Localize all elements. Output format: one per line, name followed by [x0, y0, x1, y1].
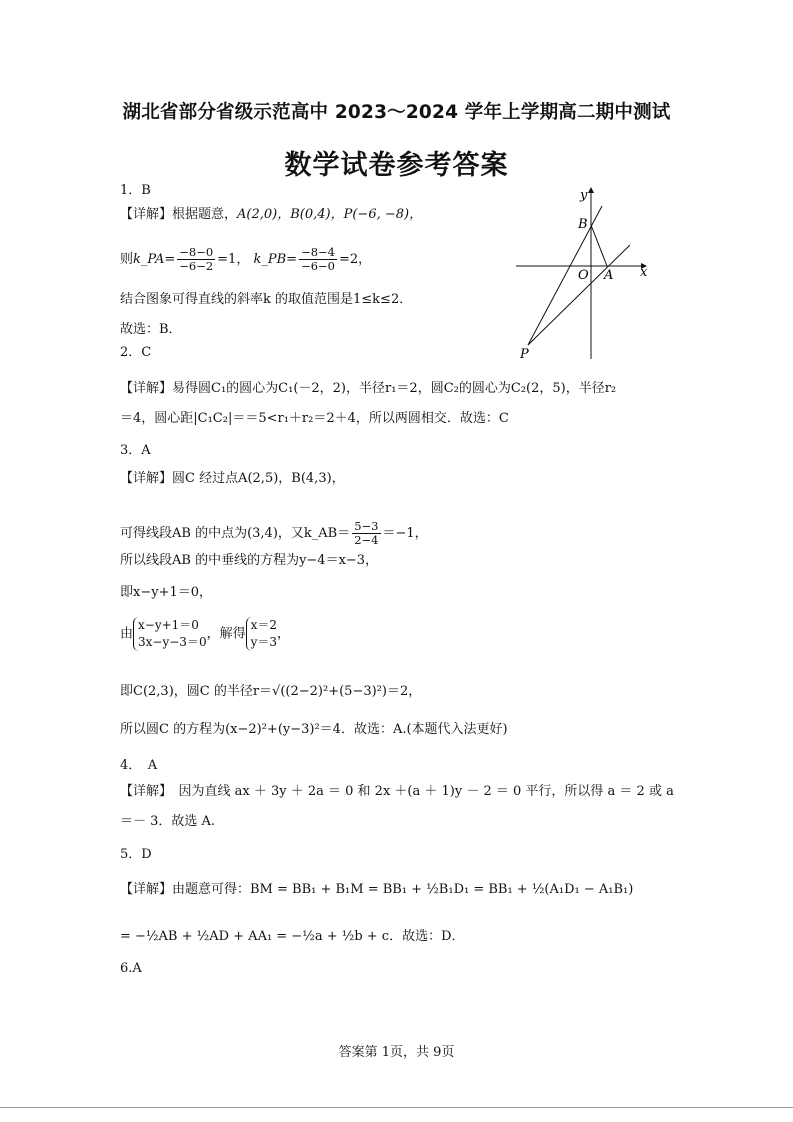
bottom-divider: [0, 1107, 793, 1108]
page-footer: 答案第 1页，共 9页: [338, 1045, 455, 1060]
q1-line3: 结合图象可得直线的斜率k 的取值范围是1≤k≤2．: [120, 292, 413, 307]
q1-line2: 则k_PA= $\frac{-8-0}{-6-2}$ =1， k_PB= $\frac{-8-4}{-6-0}$ =2，: [120, 245, 372, 273]
origin-label: O: [578, 268, 589, 283]
q5-line2: = −½AB + ½AD + AA₁ = −½a + ½b + c．故选：D．: [120, 929, 465, 944]
q3-line5: 由 x−y+1＝0 3x−y−3＝0 ，解得 x＝2 y＝3 ，: [120, 618, 291, 649]
q2-line1: 【详解】易得圆C₁的圆心为C₁(－2，2)，半径r₁＝2，圆C₂的圆心为C₂(2，5)，半径r₂: [120, 381, 617, 396]
point-a-label: A: [604, 268, 614, 283]
q5-answer: 5．D: [120, 847, 152, 862]
q2-answer: 2．C: [120, 345, 152, 360]
page-title: 湖北省部分省级示范高中 2023～2024 学年上学期高二期中测试: [122, 102, 671, 123]
q3-line6: 即C(2,3)，圆C 的半径r＝√((2−2)²+(5−3)²)＝2，: [120, 684, 422, 699]
x-axis-label: x: [640, 265, 648, 280]
q3-line1: 【详解】圆C 经过点A(2,5)，B(4,3)，: [120, 471, 345, 486]
segment-ab: [591, 225, 607, 266]
q5-line1: 【详解】由题意可得：BM = BB₁ + B₁M = BB₁ + ½B₁D₁ = BB₁ + ½(A₁D₁ − A₁B₁): [120, 882, 634, 897]
q4-answer: 4． A: [120, 758, 158, 773]
q3-line3: 所以线段AB 的中垂线的方程为y−4＝x−3，: [120, 553, 379, 568]
q4-line1: 【详解】 因为直线 ax ＋ 3y ＋ 2a ＝ 0 和 2x ＋(a ＋ 1)y － 2 ＝ 0 平行，所以得 a ＝ 2 或 a: [120, 784, 674, 799]
point-b-label: B: [578, 217, 588, 232]
line-pa: [528, 245, 630, 345]
q3-line7: 所以圆C 的方程为(x−2)²+(y−3)²＝4．故选：A.(本题代入法更好): [120, 722, 508, 737]
y-axis-label: y: [580, 188, 588, 203]
page-subtitle: 数学试卷参考答案: [284, 150, 509, 181]
q2-line2: ＝4，圆心距|C₁C₂|＝＝5<r₁＋r₂＝2＋4，所以两圆相交．故选：C: [120, 411, 509, 426]
q3-line2: 可得线段AB 的中点为(3,4)，又k_AB＝ $\frac{5-3}{2-4}$ ＝−1，: [120, 519, 428, 547]
q3-answer: 3．A: [120, 443, 151, 458]
q6-answer: 6.A: [120, 961, 142, 976]
q1-answer: 1．B: [120, 183, 151, 198]
q1-line1: 【详解】根据题意，A(2,0)，B(0,4)，P(−6, −8)，: [120, 207, 423, 222]
q3-line4: 即x−y+1＝0，: [120, 585, 213, 600]
point-p-label: P: [520, 347, 529, 362]
q1-line4: 故选：B．: [120, 322, 182, 337]
q1-coordinate-graph: [510, 183, 660, 363]
q4-line2: ＝－ 3．故选 A.: [120, 814, 216, 829]
